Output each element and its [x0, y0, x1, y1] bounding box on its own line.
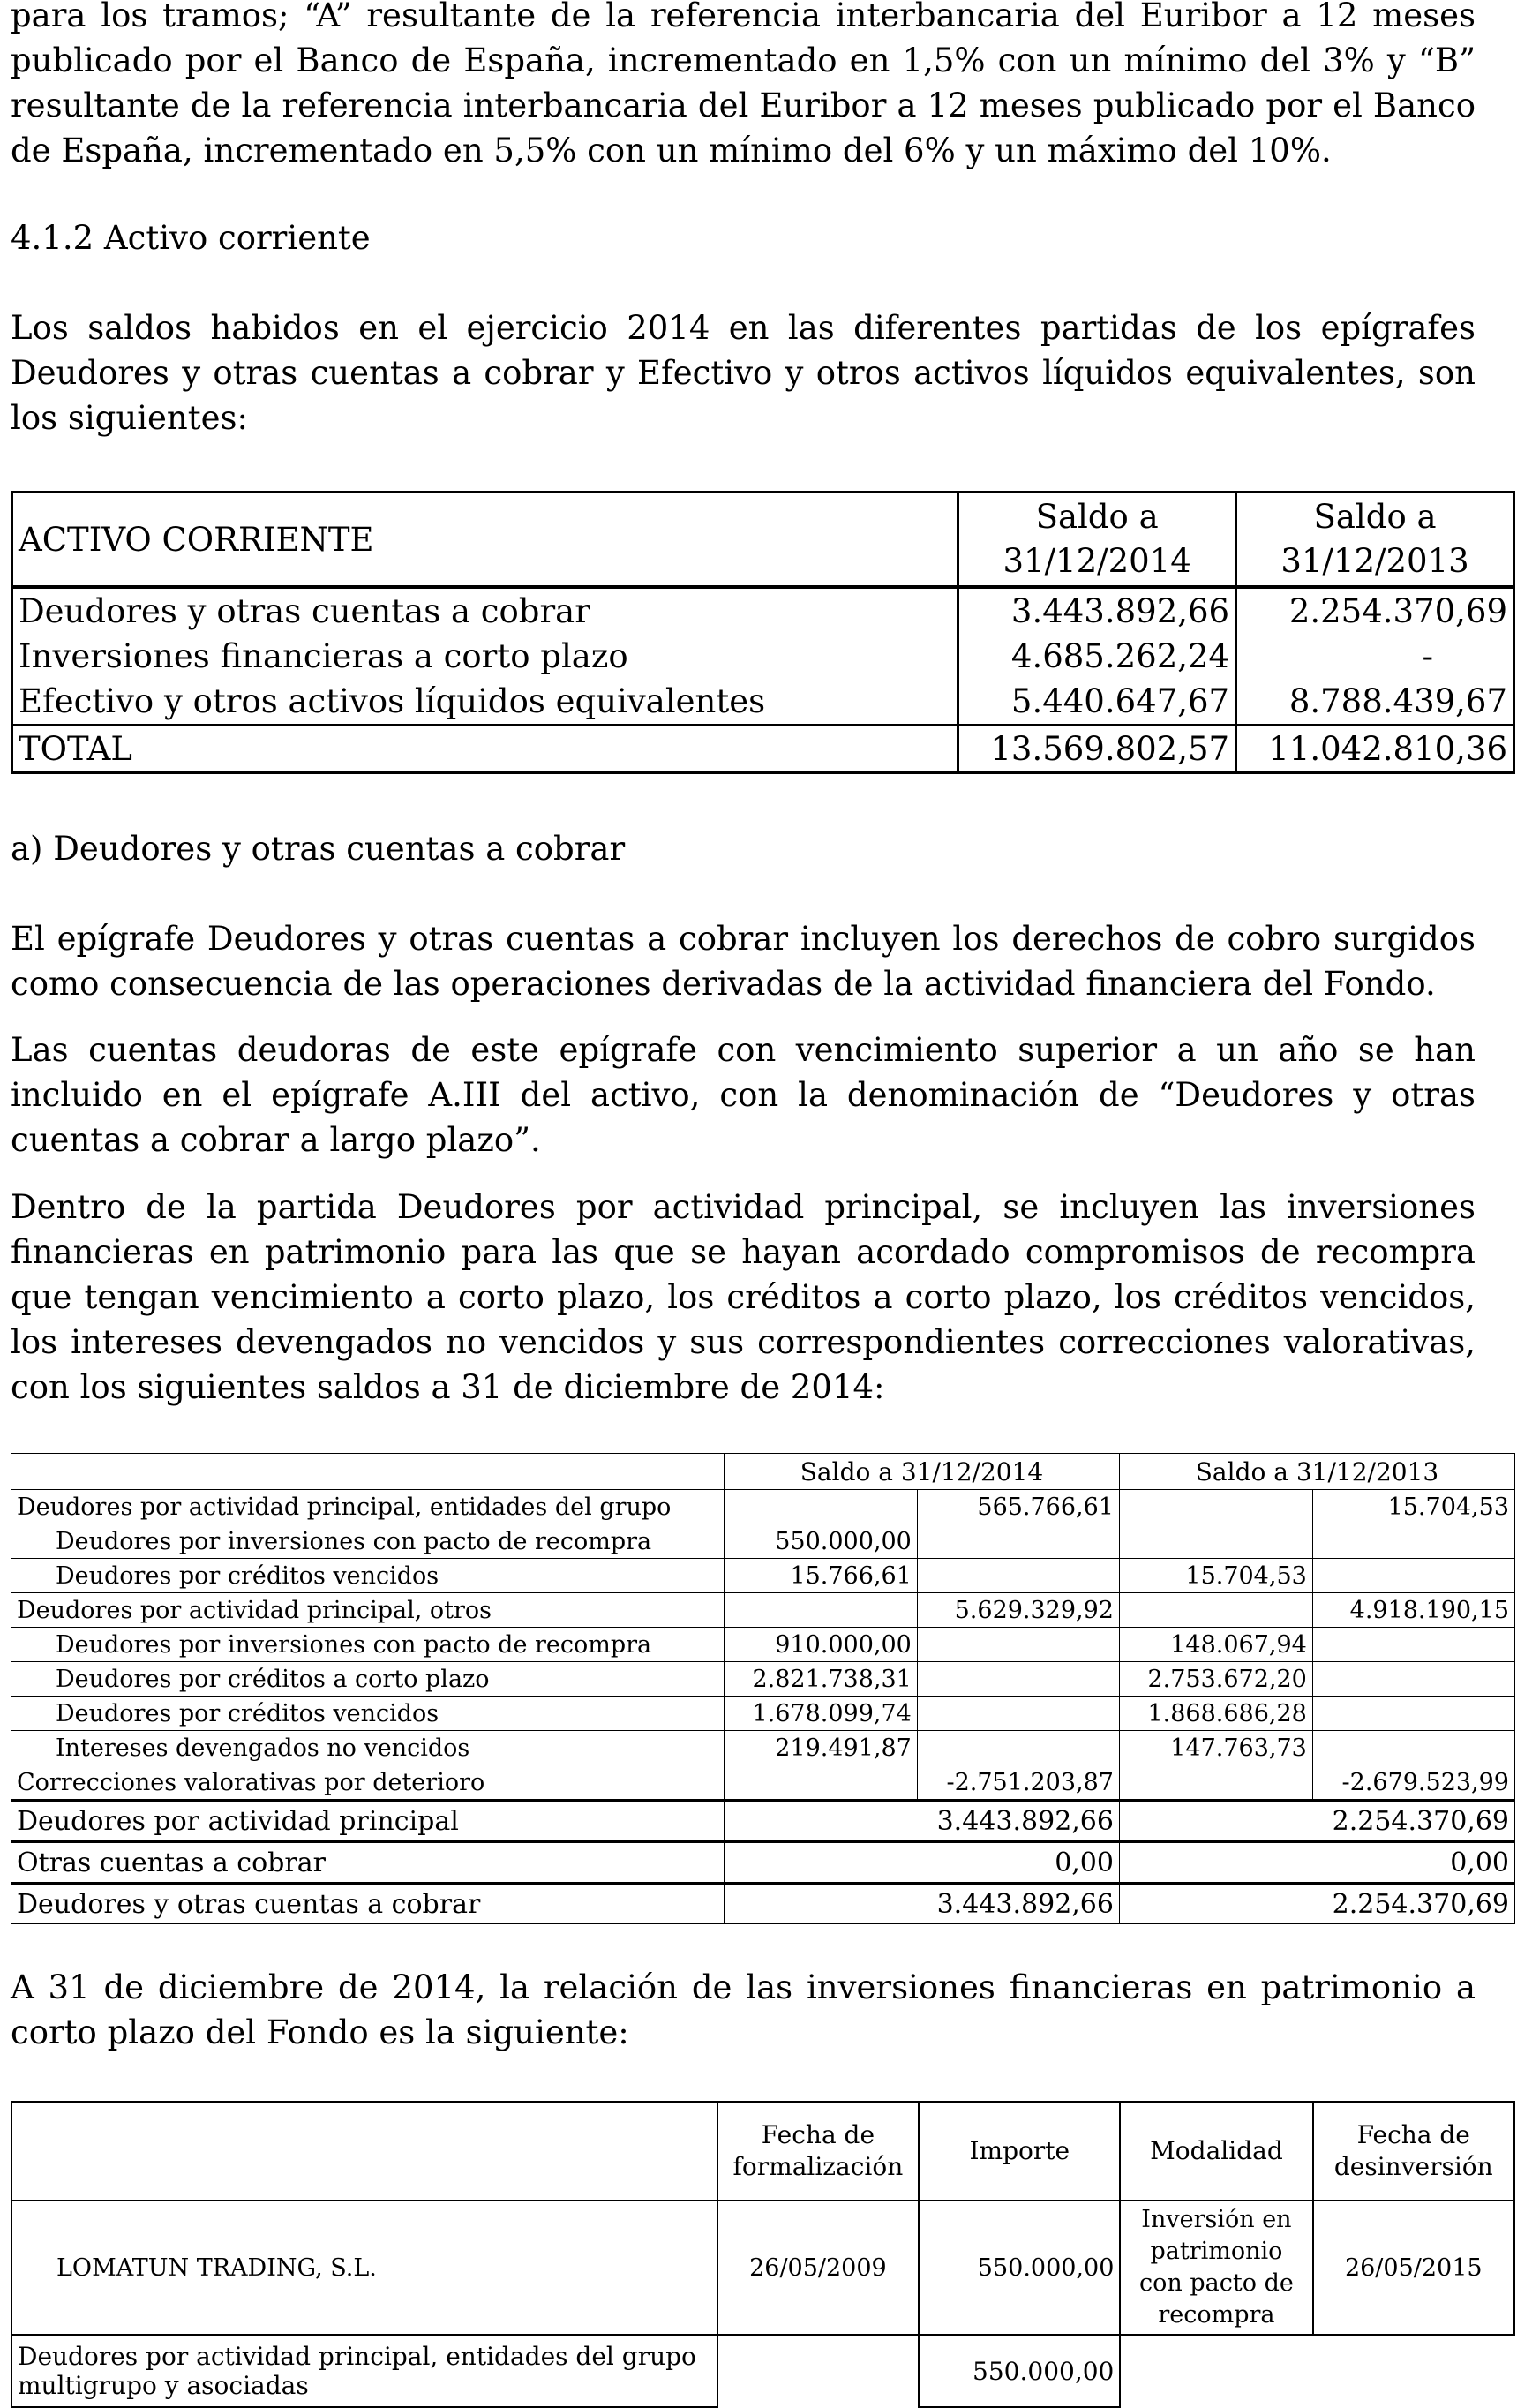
table-row [11, 1593, 1515, 1628]
row-partial-2013: 1.868.686,28 [1119, 1697, 1312, 1731]
row-partial-2014: 910.000,00 [725, 1628, 918, 1662]
row-total-2013 [1312, 1731, 1514, 1765]
row-total-2014 [917, 1628, 1119, 1662]
header-label: ACTIVO CORRIENTE [12, 493, 958, 588]
header-blank [11, 2102, 717, 2201]
table-row [12, 587, 1514, 634]
header-2014-line1: Saldo a [1035, 498, 1159, 536]
total-value-2014: 13.569.802,57 [958, 726, 1236, 773]
paragraph-a1: El epígrafe Deudores y otras cuentas a cobrar incluyen los derechos de cobro surgidos como consecuencia de las operaciones derivadas de la actividad financiera del Fondo. [11, 920, 1476, 1003]
row-total-2014 [917, 1559, 1119, 1593]
row-partial-2014: 1.678.099,74 [725, 1697, 918, 1731]
table-row [11, 1559, 1515, 1593]
total-value-2014: 3.443.892,66 [725, 1884, 1120, 1924]
deudores-detail-table [11, 1453, 1515, 1924]
row-partial-2013: 2.753.672,20 [1119, 1662, 1312, 1697]
row-partial-2014 [725, 1765, 918, 1801]
paragraph-a3: Dentro de la partida Deudores por actividad principal, se incluyen las inversiones financieras en patrimonio para las que se hayan acordado compromisos de recompra que tengan vencimiento a corto plazo, los créditos a corto plazo, los créditos vencidos, los intereses devengados no vencidos y sus correspondientes correcciones valorativas, con los siguientes saldos a 31 de diciembre de 2014: [11, 1188, 1476, 1406]
row-label: Deudores por inversiones con pacto de recompra [11, 1524, 725, 1559]
row-value-2013: 2.254.370,69 [1236, 587, 1514, 634]
total-value-2013: 11.042.810,36 [1236, 726, 1514, 773]
row-total-2013: 4.918.190,15 [1312, 1593, 1514, 1628]
header-fecha-desinversion: Fecha de desinversión [1313, 2102, 1514, 2201]
total-value-2013: 0,00 [1119, 1842, 1514, 1884]
header-2013-line2: 31/12/2013 [1280, 542, 1469, 580]
row-partial-2013: 147.763,73 [1119, 1731, 1312, 1765]
row-value-2014: 4.685.262,24 [958, 634, 1236, 679]
table-row [12, 634, 1514, 679]
row-partial-2013 [1119, 1593, 1312, 1628]
row-total-2013 [1312, 1524, 1514, 1559]
row-partial-2013 [1119, 1490, 1312, 1524]
row-value-2013: - [1236, 634, 1514, 679]
row-label: Intereses devengados no vencidos [11, 1731, 725, 1765]
row-value-2014: 5.440.647,67 [958, 679, 1236, 726]
fecha-formalizacion: 26/05/2009 [717, 2201, 920, 2335]
row-partial-2014: 15.766,61 [725, 1559, 918, 1593]
table-row [11, 1490, 1515, 1524]
row-total-2014 [917, 1697, 1119, 1731]
total-value-2014: 3.443.892,66 [725, 1801, 1120, 1842]
section-heading: 4.1.2 Activo corriente [11, 219, 371, 257]
table-row [12, 679, 1514, 726]
row-total-2013 [1312, 1628, 1514, 1662]
row-partial-2014 [725, 1490, 918, 1524]
total-label: TOTAL [12, 726, 958, 773]
table-total-row [11, 1801, 1515, 1842]
row-label: Deudores por créditos vencidos [11, 1559, 725, 1593]
table-row [11, 1524, 1515, 1559]
header-fecha-formalizacion: Fecha de formalización [717, 2102, 920, 2201]
row-total-2014: 5.629.329,92 [917, 1593, 1119, 1628]
row-total-2014: -2.751.203,87 [917, 1765, 1119, 1801]
row-total-2014 [917, 1662, 1119, 1697]
header-2014-line2: 31/12/2014 [1003, 542, 1191, 580]
table-row [11, 1697, 1515, 1731]
table-total-row [12, 726, 1514, 773]
header-2014 [958, 493, 1236, 588]
row-label: Deudores por inversiones con pacto de recompra [11, 1628, 725, 1662]
table-row [11, 1628, 1515, 1662]
table-total-row [11, 1884, 1515, 1924]
table-footer-row [11, 2335, 1514, 2407]
inversiones-table [11, 2101, 1515, 2408]
row-total-2014 [917, 1524, 1119, 1559]
table-total-row [11, 1842, 1515, 1884]
header-2013-line1: Saldo a [1313, 498, 1437, 536]
table-row [11, 2201, 1514, 2335]
table-header-row [11, 2102, 1514, 2201]
company-name: LOMATUN TRADING, S.L. [11, 2201, 717, 2335]
row-label: Deudores por actividad principal, otros [11, 1593, 725, 1628]
footer-label: Deudores por actividad principal, entidades del grupo multigrupo y asociadas [11, 2335, 717, 2407]
activo-corriente-table [11, 491, 1515, 774]
row-partial-2014: 219.491,87 [725, 1731, 918, 1765]
total-label: Otras cuentas a cobrar [11, 1842, 725, 1884]
total-value-2013: 2.254.370,69 [1119, 1801, 1514, 1842]
paragraph-a2: Las cuentas deudoras de este epígrafe con vencimiento superior a un año se han incluido en el epígrafe A.III del activo, con la denominación de “Deudores y otras cuentas a cobrar a largo plazo”. [11, 1031, 1476, 1159]
intro-paragraph: para los tramos; “A” resultante de la referencia interbancaria del Euribor a 12 meses publicado por el Banco de España, incrementado en 1,5% con un mínimo del 3% y “B” resultante de la referencia interbancaria del Euribor a 12 meses publicado por el Banco de España, incrementado en 5,5% con un mínimo del 6% y un máximo del 10%. [11, 0, 1476, 169]
header-2013 [1236, 493, 1514, 588]
header-modalidad: Modalidad [1120, 2102, 1312, 2201]
row-total-2013 [1312, 1559, 1514, 1593]
header-importe: Importe [919, 2102, 1120, 2201]
table-header-row [12, 493, 1514, 588]
row-partial-2014 [725, 1593, 918, 1628]
row-label: Correcciones valorativas por deterioro [11, 1765, 725, 1801]
row-partial-2014: 2.821.738,31 [725, 1662, 918, 1697]
header-2013: Saldo a 31/12/2013 [1119, 1454, 1514, 1490]
total-label: Deudores y otras cuentas a cobrar [11, 1884, 725, 1924]
row-partial-2013: 148.067,94 [1119, 1628, 1312, 1662]
row-value-2014: 3.443.892,66 [958, 587, 1236, 634]
section-paragraph: Los saldos habidos en el ejercicio 2014 en las diferentes partidas de los epígrafes Deudores y otras cuentas a cobrar y Efectivo y otros activos líquidos equivalentes, son los siguientes: [11, 309, 1476, 437]
row-label: Deudores y otras cuentas a cobrar [12, 587, 958, 634]
sub-heading-a: a) Deudores y otras cuentas a cobrar [11, 830, 626, 868]
table-row [11, 1765, 1515, 1801]
paragraph-b: A 31 de diciembre de 2014, la relación de las inversiones financieras en patrimonio a corto plazo del Fondo es la siguiente: [11, 1968, 1476, 2051]
row-total-2013: 15.704,53 [1312, 1490, 1514, 1524]
header-blank [11, 1454, 725, 1490]
row-total-2014 [917, 1731, 1119, 1765]
table-header-row [11, 1454, 1515, 1490]
row-total-2013 [1312, 1662, 1514, 1697]
row-partial-2013: 15.704,53 [1119, 1559, 1312, 1593]
total-value-2013: 2.254.370,69 [1119, 1884, 1514, 1924]
row-total-2013: -2.679.523,99 [1312, 1765, 1514, 1801]
row-partial-2014: 550.000,00 [725, 1524, 918, 1559]
table-row [11, 1731, 1515, 1765]
row-label: Inversiones financieras a corto plazo [12, 634, 958, 679]
row-partial-2013 [1119, 1765, 1312, 1801]
row-label: Deudores por actividad principal, entidades del grupo [11, 1490, 725, 1524]
fecha-desinversion: 26/05/2015 [1313, 2201, 1514, 2335]
row-label: Deudores por créditos vencidos [11, 1697, 725, 1731]
footer-empty [1120, 2335, 1514, 2407]
total-label: Deudores por actividad principal [11, 1801, 725, 1842]
row-total-2014: 565.766,61 [917, 1490, 1119, 1524]
row-label: Efectivo y otros activos líquidos equivalentes [12, 679, 958, 726]
footer-blank [717, 2335, 920, 2407]
modalidad: Inversión en patrimonio con pacto de recompra [1120, 2201, 1312, 2335]
row-value-2013: 8.788.439,67 [1236, 679, 1514, 726]
importe: 550.000,00 [919, 2201, 1120, 2335]
total-value-2014: 0,00 [725, 1842, 1120, 1884]
footer-importe: 550.000,00 [919, 2335, 1120, 2407]
row-total-2013 [1312, 1697, 1514, 1731]
header-2014: Saldo a 31/12/2014 [725, 1454, 1120, 1490]
table-row [11, 1662, 1515, 1697]
row-label: Deudores por créditos a corto plazo [11, 1662, 725, 1697]
row-partial-2013 [1119, 1524, 1312, 1559]
